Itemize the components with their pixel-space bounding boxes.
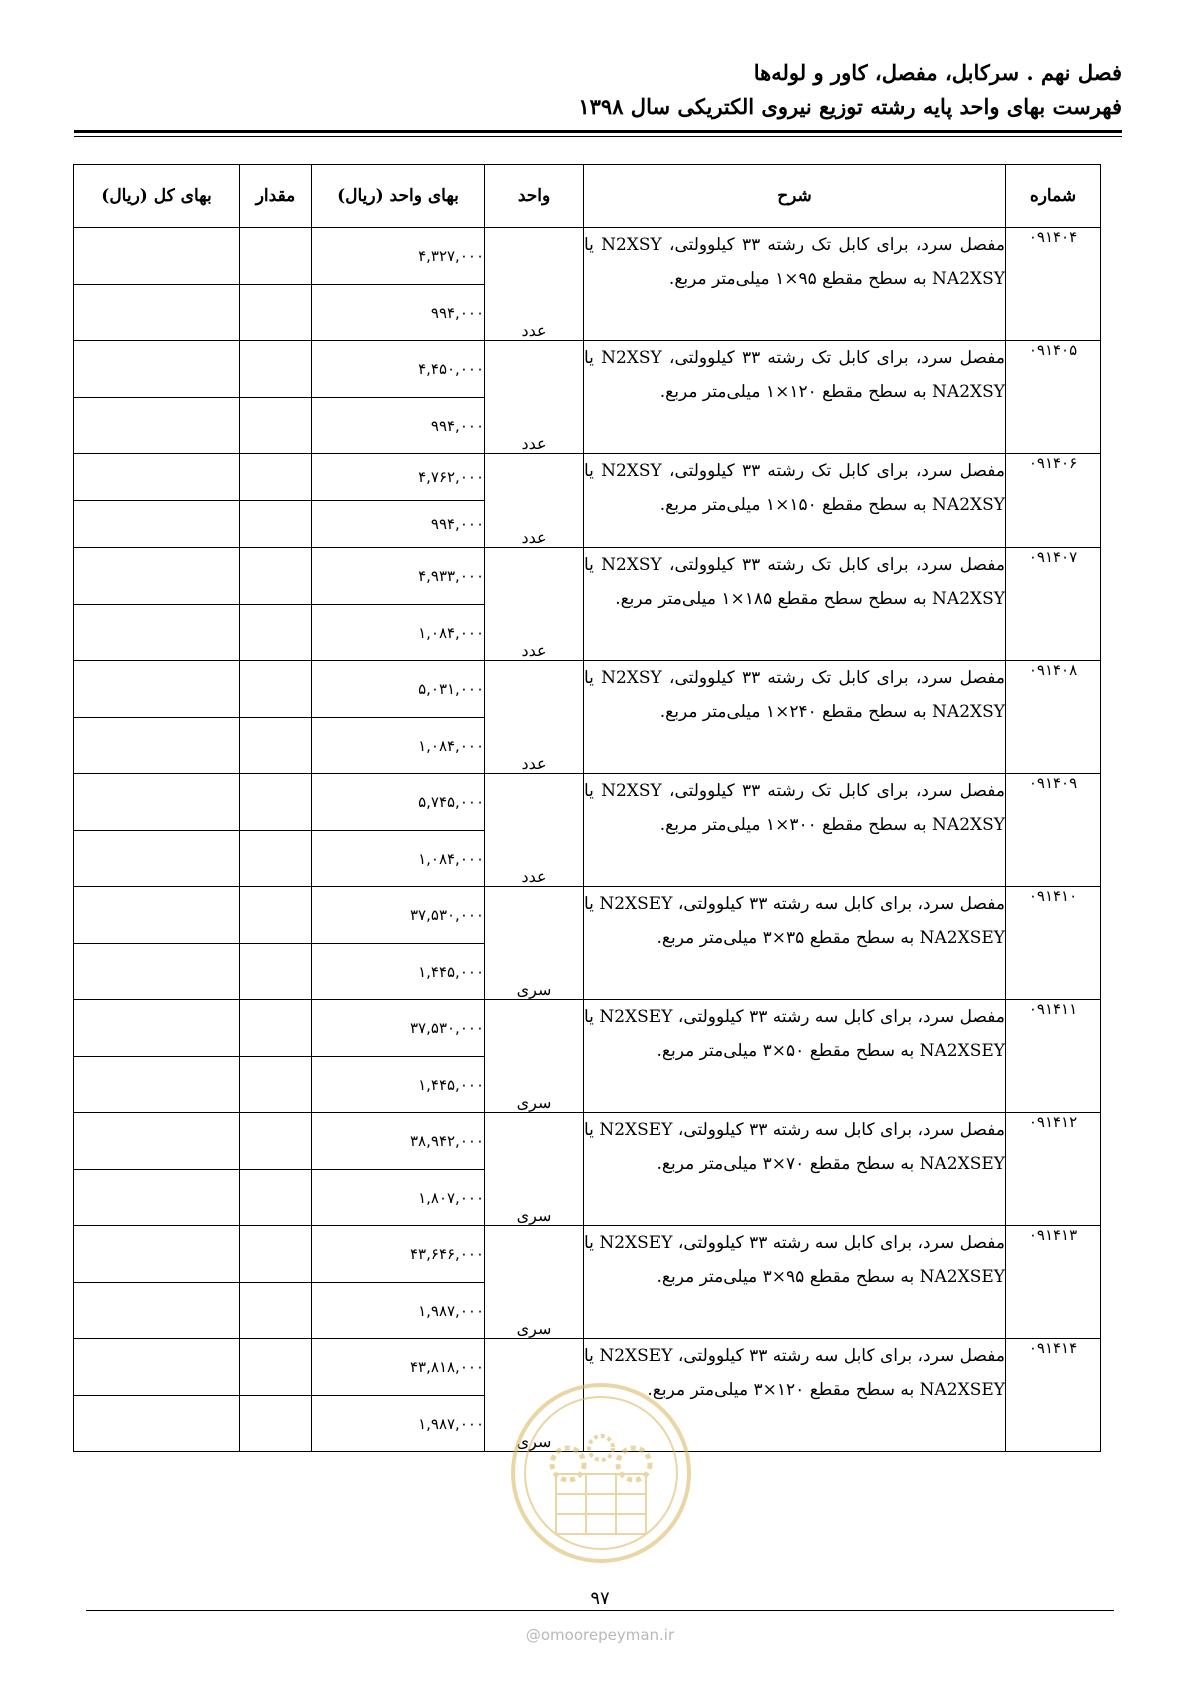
item-quantity-cell <box>240 285 312 341</box>
table-row <box>74 1000 1101 1057</box>
item-code: ۰۹۱۴۱۰ <box>1006 887 1101 1000</box>
item-unit-price-primary: ۴,۳۲۷,۰۰۰ <box>312 228 485 285</box>
item-code: ۰۹۱۴۰۹ <box>1006 774 1101 887</box>
item-unit-price-secondary: ۱,۸۰۷,۰۰۰ <box>312 1170 485 1226</box>
header-code: شماره <box>1006 165 1101 228</box>
item-description: مفصل سرد، برای کابل تک رشته ۳۳ کیلوولتی، N2XSY یا NA2XSY به سطح مقطع ۱۲۰×۱ میلی‌متر مربع. <box>584 341 1006 454</box>
table-row <box>74 454 1101 501</box>
item-quantity-cell <box>240 548 312 605</box>
item-quantity-cell <box>240 718 312 774</box>
item-unit-price-primary: ۴,۴۵۰,۰۰۰ <box>312 341 485 398</box>
item-code: ۰۹۱۴۰۴ <box>1006 228 1101 341</box>
item-unit-price-secondary: ۱,۰۸۴,۰۰۰ <box>312 718 485 774</box>
table-row <box>74 341 1101 398</box>
item-description: مفصل سرد، برای کابل سه رشته ۳۳ کیلوولتی، N2XSEY یا NA2XSEY به سطح مقطع ۷۰×۳ میلی‌متر مربع. <box>584 1113 1006 1226</box>
item-total-cell <box>74 228 240 285</box>
item-description: مفصل سرد، برای کابل سه رشته ۳۳ کیلوولتی، N2XSEY یا NA2XSEY به سطح مقطع ۳۵×۳ میلی‌متر مربع. <box>584 887 1006 1000</box>
item-quantity-cell <box>240 1283 312 1339</box>
item-quantity-cell <box>240 398 312 454</box>
item-total-cell <box>74 718 240 774</box>
item-total-cell <box>74 1226 240 1283</box>
item-code: ۰۹۱۴۰۵ <box>1006 341 1101 454</box>
item-total-cell <box>74 454 240 501</box>
table-header-row <box>74 165 1101 228</box>
item-quantity-cell <box>240 1396 312 1452</box>
item-quantity-cell <box>240 501 312 548</box>
item-total-cell <box>74 1113 240 1170</box>
header-unit: واحد <box>485 165 584 228</box>
item-unit: سری <box>485 887 584 1000</box>
item-total-cell <box>74 605 240 661</box>
item-code: ۰۹۱۴۱۴ <box>1006 1339 1101 1452</box>
item-quantity-cell <box>240 1057 312 1113</box>
item-code: ۰۹۱۴۰۶ <box>1006 454 1101 548</box>
item-quantity-cell <box>240 661 312 718</box>
table-row <box>74 1113 1101 1170</box>
header-unit-price: بهای واحد (ریال) <box>312 165 485 228</box>
item-unit-price-secondary: ۹۹۴,۰۰۰ <box>312 398 485 454</box>
item-unit: سری <box>485 1113 584 1226</box>
item-unit: سری <box>485 1339 584 1452</box>
item-quantity-cell <box>240 605 312 661</box>
item-unit-price-secondary: ۹۹۴,۰۰۰ <box>312 501 485 548</box>
document-title: فهرست بهای واحد پایه رشته توزیع نیروی الکتریکی سال ۱۳۹۸ <box>578 94 1122 119</box>
item-total-cell <box>74 1396 240 1452</box>
item-code: ۰۹۱۴۰۸ <box>1006 661 1101 774</box>
item-unit-price-secondary: ۱,۰۸۴,۰۰۰ <box>312 605 485 661</box>
table-row <box>74 774 1101 831</box>
item-total-cell <box>74 548 240 605</box>
item-total-cell <box>74 341 240 398</box>
page-number: ۹۷ <box>590 1588 610 1609</box>
item-quantity-cell <box>240 1339 312 1396</box>
item-total-cell <box>74 398 240 454</box>
item-total-cell <box>74 1170 240 1226</box>
price-table <box>73 164 1101 1452</box>
table-body <box>74 228 1101 1452</box>
item-description: مفصل سرد، برای کابل تک رشته ۳۳ کیلوولتی، N2XSY یا NA2XSY به سطح مقطع ۳۰۰×۱ میلی‌متر مربع. <box>584 774 1006 887</box>
item-quantity-cell <box>240 1226 312 1283</box>
table-row <box>74 548 1101 605</box>
table-row <box>74 661 1101 718</box>
item-quantity-cell <box>240 831 312 887</box>
item-unit-price-primary: ۴۳,۸۱۸,۰۰۰ <box>312 1339 485 1396</box>
item-description: مفصل سرد، برای کابل سه رشته ۳۳ کیلوولتی، N2XSEY یا NA2XSEY به سطح مقطع ۵۰×۳ میلی‌متر مربع. <box>584 1000 1006 1113</box>
item-description: مفصل سرد، برای کابل سه رشته ۳۳ کیلوولتی، N2XSEY یا NA2XSEY به سطح مقطع ۹۵×۳ میلی‌متر مربع. <box>584 1226 1006 1339</box>
watermark-handle: @omoorepeyman.ir <box>525 1626 675 1644</box>
item-unit-price-secondary: ۱,۹۸۷,۰۰۰ <box>312 1283 485 1339</box>
item-unit-price-secondary: ۱,۴۴۵,۰۰۰ <box>312 944 485 1000</box>
item-quantity-cell <box>240 1000 312 1057</box>
item-quantity-cell <box>240 341 312 398</box>
table-row <box>74 228 1101 285</box>
item-unit: عدد <box>485 454 584 548</box>
item-quantity-cell <box>240 1170 312 1226</box>
item-total-cell <box>74 774 240 831</box>
item-unit-price-primary: ۴,۹۳۳,۰۰۰ <box>312 548 485 605</box>
item-description: مفصل سرد، برای کابل تک رشته ۳۳ کیلوولتی، N2XSY یا NA2XSY به سطح سطح مقطع ۱۸۵×۱ میلی‌متر مربع. <box>584 548 1006 661</box>
footer-rule <box>86 1610 1114 1611</box>
item-quantity-cell <box>240 944 312 1000</box>
item-unit: عدد <box>485 661 584 774</box>
item-code: ۰۹۱۴۱۱ <box>1006 1000 1101 1113</box>
item-code: ۰۹۱۴۰۷ <box>1006 548 1101 661</box>
item-unit-price-secondary: ۱,۹۸۷,۰۰۰ <box>312 1396 485 1452</box>
item-unit: عدد <box>485 341 584 454</box>
item-total-cell <box>74 1283 240 1339</box>
item-unit-price-primary: ۵,۷۴۵,۰۰۰ <box>312 774 485 831</box>
item-unit-price-secondary: ۱,۰۸۴,۰۰۰ <box>312 831 485 887</box>
table-row <box>74 1226 1101 1283</box>
item-total-cell <box>74 1000 240 1057</box>
header-quantity: مقدار <box>240 165 312 228</box>
item-quantity-cell <box>240 1113 312 1170</box>
item-unit-price-primary: ۳۷,۵۳۰,۰۰۰ <box>312 1000 485 1057</box>
item-unit-price-primary: ۴,۷۶۲,۰۰۰ <box>312 454 485 501</box>
header-rule-thin <box>74 136 1122 137</box>
item-unit-price-secondary: ۹۹۴,۰۰۰ <box>312 285 485 341</box>
item-quantity-cell <box>240 774 312 831</box>
item-description: مفصل سرد، برای کابل تک رشته ۳۳ کیلوولتی، N2XSY یا NA2XSY به سطح مقطع ۲۴۰×۱ میلی‌متر مربع. <box>584 661 1006 774</box>
header-rule-thick <box>74 130 1122 133</box>
item-description: مفصل سرد، برای کابل تک رشته ۳۳ کیلوولتی، N2XSY یا NA2XSY به سطح مقطع ۱۵۰×۱ میلی‌متر مربع. <box>584 454 1006 548</box>
item-total-cell <box>74 285 240 341</box>
item-unit: سری <box>485 1000 584 1113</box>
item-description: مفصل سرد، برای کابل سه رشته ۳۳ کیلوولتی، N2XSEY یا NA2XSEY به سطح مقطع ۱۲۰×۳ میلی‌متر مربع. <box>584 1339 1006 1452</box>
table-row <box>74 1339 1101 1396</box>
item-quantity-cell <box>240 454 312 501</box>
item-unit-price-primary: ۴۳,۶۴۶,۰۰۰ <box>312 1226 485 1283</box>
header-description: شرح <box>584 165 1006 228</box>
item-code: ۰۹۱۴۱۳ <box>1006 1226 1101 1339</box>
item-total-cell <box>74 661 240 718</box>
item-total-cell <box>74 501 240 548</box>
item-total-cell <box>74 944 240 1000</box>
item-unit-price-secondary: ۱,۴۴۵,۰۰۰ <box>312 1057 485 1113</box>
item-unit-price-primary: ۳۸,۹۴۲,۰۰۰ <box>312 1113 485 1170</box>
item-unit: عدد <box>485 774 584 887</box>
item-unit-price-primary: ۵,۰۳۱,۰۰۰ <box>312 661 485 718</box>
item-code: ۰۹۱۴۱۲ <box>1006 1113 1101 1226</box>
item-quantity-cell <box>240 887 312 944</box>
item-total-cell <box>74 1057 240 1113</box>
item-unit: عدد <box>485 548 584 661</box>
table-row <box>74 887 1101 944</box>
item-total-cell <box>74 887 240 944</box>
item-unit: عدد <box>485 228 584 341</box>
page-header <box>60 56 1122 124</box>
item-description: مفصل سرد، برای کابل تک رشته ۳۳ کیلوولتی، N2XSY یا NA2XSY به سطح مقطع ۹۵×۱ میلی‌متر مربع. <box>584 228 1006 341</box>
header-total-price: بهای کل (ریال) <box>74 165 240 228</box>
item-total-cell <box>74 831 240 887</box>
item-quantity-cell <box>240 228 312 285</box>
item-unit-price-primary: ۳۷,۵۳۰,۰۰۰ <box>312 887 485 944</box>
item-unit: سری <box>485 1226 584 1339</box>
chapter-title: فصل نهم . سرکابل، مفصل، کاور و لوله‌ها <box>753 60 1122 85</box>
item-total-cell <box>74 1339 240 1396</box>
